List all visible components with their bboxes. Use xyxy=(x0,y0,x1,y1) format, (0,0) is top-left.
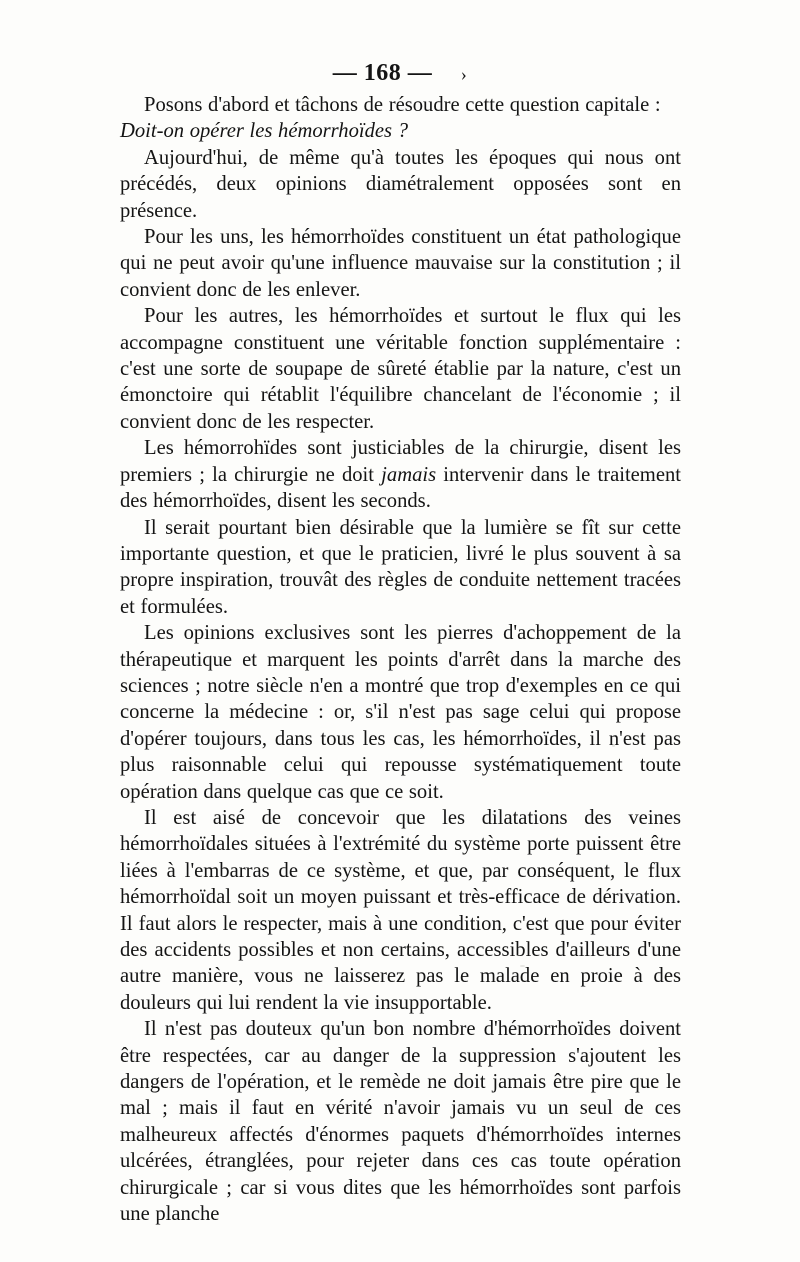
paragraph: Pour les autres, les hémorrhoïdes et surtout le flux qui les accompagne constituent une véritable fonction supplémentaire : c'est une sorte de soupape de sûreté établie par la nature, c'est un émonctoire qui rétablit l'équilibre chancelant de l'économie ; il convient donc de les respecter. xyxy=(120,305,681,433)
paragraph: Les opinions exclusives sont les pierres d'achoppement de la thérapeutique et marquent les points d'arrêt dans la marche des sciences ; notre siècle n'en a montré que trop d'exemples en ce qui concerne la médecine : or, s'il n'est pas sage celui qui propose d'opérer toujours, dans tous les cas, les hémorrhoïdes, il n'est pas plus raisonnable celui qui repousse systématiquement toute opération dans quelque cas que ce soit. xyxy=(120,622,681,803)
paragraph: Pour les uns, les hémorrhoïdes constituent un état pathologique qui ne peut avoir qu'une influence mauvaise sur la constitution ; il convient donc de les enlever. xyxy=(120,226,681,301)
paragraph: Aujourd'hui, de même qu'à toutes les époques qui nous ont précédés, deux opinions diamétralement opposées sont en présence. xyxy=(120,146,681,222)
page-header xyxy=(0,60,800,87)
paragraph xyxy=(120,435,681,514)
paragraph: Il n'est pas douteux qu'un bon nombre d'hémorrhoïdes doivent être respectées, car au danger de la suppression s'ajoutent les dangers de l'opération, et le remède ne doit jamais être pire que le mal ; mais il faut en vérité n'avoir jamais vu un seul de ces malheureux affectés d'énormes paquets d'hémorrhoïdes internes ulcérées, étranglées, pour rejeter dans ces cas toute opération chirurgicale ; car si vous dites que les hémorrhoïdes sont parfois une planche xyxy=(120,1018,681,1226)
paragraph: Posons d'abord et tâchons de résoudre cette question capitale : xyxy=(144,94,661,116)
page-number: — 168 — xyxy=(332,60,433,86)
page-body xyxy=(120,92,681,1227)
paper-speck xyxy=(520,965,525,967)
paragraph: Il est aisé de concevoir que les dilatations des veines hémorrhoïdales situées à l'extrémité du système porte puissent être liées à l'embarras de ce système, et que, par conséquent, le flux hémorrhoïdal soit un moyen puissant et très-efficace de dérivation. Il faut alors le respecter, mais à une condition, c'est que pour éviter des accidents possibles et non certains, accessibles d'ailleurs d'une autre manière, vous ne laisserez pas le malade en proie à des douleurs qui lui rendent la vie insupportable. xyxy=(120,806,681,1014)
paragraph: Il serait pourtant bien désirable que la lumière se fît sur cette importante question, et que le praticien, livré le plus souvent à sa propre inspiration, trouvât des règles de conduite nettement tracées et formulées. xyxy=(120,516,681,618)
paragraph-text: intervenir dans le traitement des hémorrhoïdes, disent les seconds. xyxy=(120,463,681,513)
paper-speck xyxy=(612,744,615,747)
paragraph-text: Les hémorrohïdes sont justiciables de la chirurgie, disent les premiers ; la chirurgie ne doit xyxy=(120,437,681,486)
header-mark: › xyxy=(460,64,468,84)
paper-speck xyxy=(560,578,564,580)
question-heading: Doit-on opérer les hémorrhoïdes ? xyxy=(120,120,408,143)
emphasis: jamais xyxy=(381,463,437,486)
paper-speck xyxy=(430,262,433,265)
